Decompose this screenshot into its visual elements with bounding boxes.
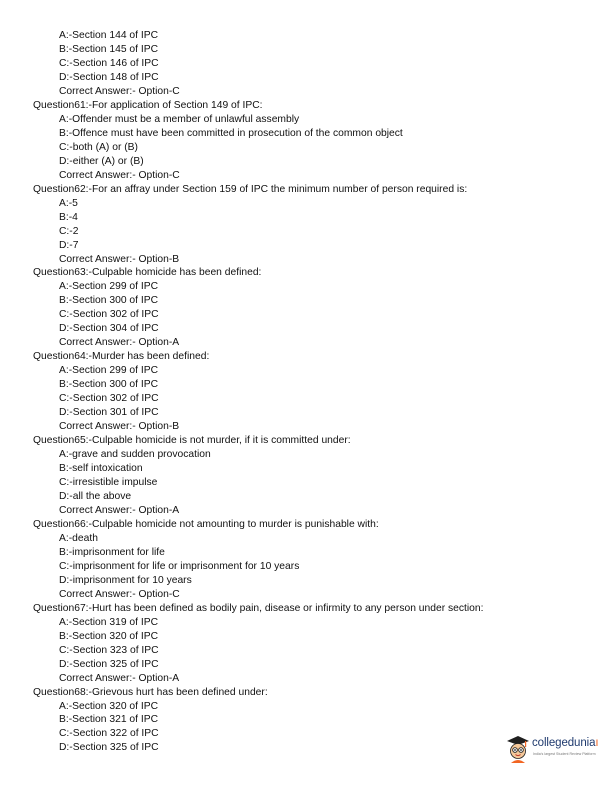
option-text: C:-irresistible impulse xyxy=(59,477,158,488)
option-text: D:-either (A) or (B) xyxy=(59,155,144,167)
question-text: Question68:-Grievous hurt has been defined under: xyxy=(33,686,268,698)
logo-wordmark-main: collegedunia xyxy=(532,737,596,749)
logo-wordmark-accent: ı xyxy=(595,737,599,749)
option-text: B:-Section 320 of IPC xyxy=(59,630,159,642)
option-text: C:-Section 302 of IPC xyxy=(59,393,159,405)
option-text: B:-Section 300 of IPC xyxy=(59,295,159,307)
option-text: A:-Offender must be a member of unlawful assembly xyxy=(59,113,300,125)
option-text: D:-Section 325 of IPC xyxy=(59,658,159,670)
question-text: Question64:-Murder has been defined: xyxy=(33,351,210,363)
correct-answer: Correct Answer:- Option-C xyxy=(59,588,180,600)
question-text: Question65:-Culpable homicide is not murder, if it is committed under: xyxy=(33,435,351,447)
option-text: C:-Section 302 of IPC xyxy=(59,309,159,321)
question-text: Question62:-For an affray under Section 159 of IPC the minimum number of person required is: xyxy=(33,183,468,195)
option-text: A:-5 xyxy=(59,197,78,209)
option-text: B:-4 xyxy=(59,211,78,223)
logo-tagline: India's largest Student Review Platform xyxy=(533,752,596,756)
option-text: B:-Section 145 of IPC xyxy=(59,43,159,55)
option-text: A:-Section 319 of IPC xyxy=(59,616,159,628)
option-text: D:-Section 304 of IPC xyxy=(59,323,159,335)
question-text: Question66:-Culpable homicide not amounting to murder is punishable with: xyxy=(33,518,379,530)
correct-answer: Correct Answer:- Option-A xyxy=(59,337,180,349)
question-text: Question63:-Culpable homicide has been defined: xyxy=(33,267,262,279)
option-text: D:-Section 301 of IPC xyxy=(59,407,159,419)
option-text: C:-Section 323 of IPC xyxy=(59,644,159,656)
option-text: A:-death xyxy=(59,532,98,544)
question-document xyxy=(0,29,613,755)
option-text: B:-Offence must have been committed in prosecution of the common object xyxy=(59,127,403,139)
option-text: C:-imprisonment for life or imprisonment for 10 years xyxy=(59,560,300,572)
correct-answer: Correct Answer:- Option-A xyxy=(59,672,180,684)
option-text: A:-Section 299 of IPC xyxy=(59,281,159,293)
option-text: D:-Section 148 of IPC xyxy=(59,71,159,83)
correct-answer: Correct Answer:- Option-C xyxy=(59,169,180,181)
option-text: D:-7 xyxy=(59,239,79,251)
option-text: C:-Section 322 of IPC xyxy=(59,728,159,740)
correct-answer: Correct Answer:- Option-B xyxy=(59,253,180,265)
logo-wordmark xyxy=(532,737,599,749)
option-text: C:-2 xyxy=(59,225,79,237)
option-text: C:-Section 146 of IPC xyxy=(59,57,159,69)
option-text: B:-Section 300 of IPC xyxy=(59,379,159,391)
collegedunia-logo[interactable] xyxy=(505,733,609,767)
question-text: Question67:-Hurt has been defined as bodily pain, disease or infirmity to any person under section: xyxy=(33,602,484,614)
option-text: D:-imprisonment for 10 years xyxy=(59,574,192,586)
option-text: B:-Section 321 of IPC xyxy=(59,714,159,726)
option-text: B:-self intoxication xyxy=(59,463,143,475)
option-text: D:-Section 325 of IPC xyxy=(59,742,159,754)
option-text: B:-imprisonment for life xyxy=(59,546,165,558)
correct-answer: Correct Answer:- Option-C xyxy=(59,85,180,97)
option-text: A:-grave and sudden provocation xyxy=(59,449,211,461)
correct-answer: Correct Answer:- Option-A xyxy=(59,504,180,516)
correct-answer: Correct Answer:- Option-B xyxy=(59,421,180,433)
graduate-mascot-icon xyxy=(505,734,531,764)
question-text: Question61:-For application of Section 149 of IPC: xyxy=(33,99,263,111)
option-text: C:-both (A) or (B) xyxy=(59,141,138,153)
option-text: A:-Section 144 of IPC xyxy=(59,30,159,41)
option-text: A:-Section 320 of IPC xyxy=(59,700,159,712)
option-text: D:-all the above xyxy=(59,490,132,502)
option-text: A:-Section 299 of IPC xyxy=(59,365,159,377)
